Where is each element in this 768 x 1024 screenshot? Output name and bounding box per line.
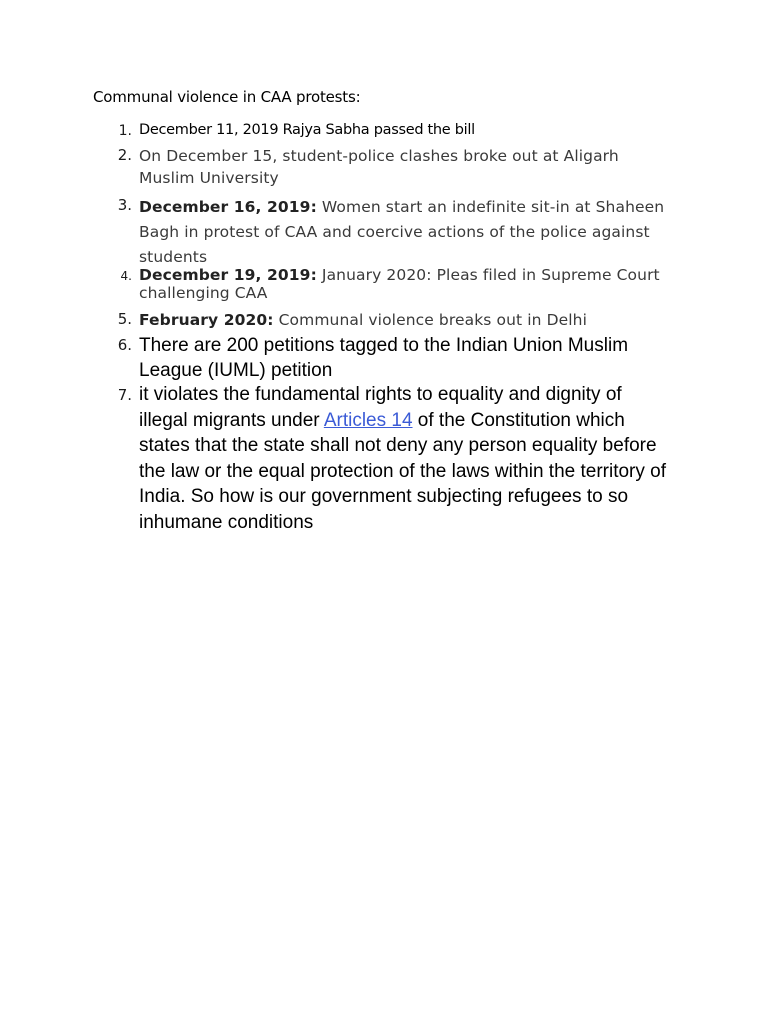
list-item-number: 2. [117, 146, 132, 164]
list-item-text [139, 195, 674, 270]
list-item-body: of the Constitution which states that the state shall not deny any person equality before the law or the equal protection of the laws within the territory of India. So how is our government subjecting refugees to so inhumane conditions [139, 409, 666, 533]
list-item-number: 6. [117, 336, 132, 354]
articles-14-link[interactable]: Articles 14 [323, 409, 413, 431]
list-item-number: 4. [120, 269, 132, 283]
list-item-date: December 19, 2019: [139, 266, 317, 284]
list-item-text [139, 382, 674, 536]
list-item-text [139, 266, 674, 302]
list-item-number: 3. [117, 196, 132, 214]
list-item-date: December 16, 2019: [139, 198, 317, 216]
list-item-date: February 2020: [139, 311, 274, 329]
list-item-number: 1. [118, 123, 132, 139]
list-item-text: On December 15, student-police clashes broke out at Aligarh Muslim University [139, 147, 619, 187]
list-item-body: January 2020: Pleas filed in Supreme Court challenging CAA [139, 266, 660, 302]
list-item-number: 7. [117, 386, 132, 404]
document-heading: Communal violence in CAA protests: [93, 88, 361, 106]
list-item-number: 5. [117, 310, 132, 328]
list-item-text [139, 309, 674, 331]
list-item-body: it violates the fundamental rights to equality and dignity of illegal migrants under [139, 384, 622, 431]
list-item-text: There are 200 petitions tagged to the Indian Union Muslim League (IUML) petition [139, 335, 629, 381]
list-item-text: December 11, 2019 Rajya Sabha passed the bill [139, 122, 475, 138]
list-item-body: Women start an indefinite sit-in at Shaheen Bagh in protest of CAA and coercive actions of the police against students [139, 198, 665, 266]
list-item-body: Communal violence breaks out in Delhi [273, 311, 587, 329]
